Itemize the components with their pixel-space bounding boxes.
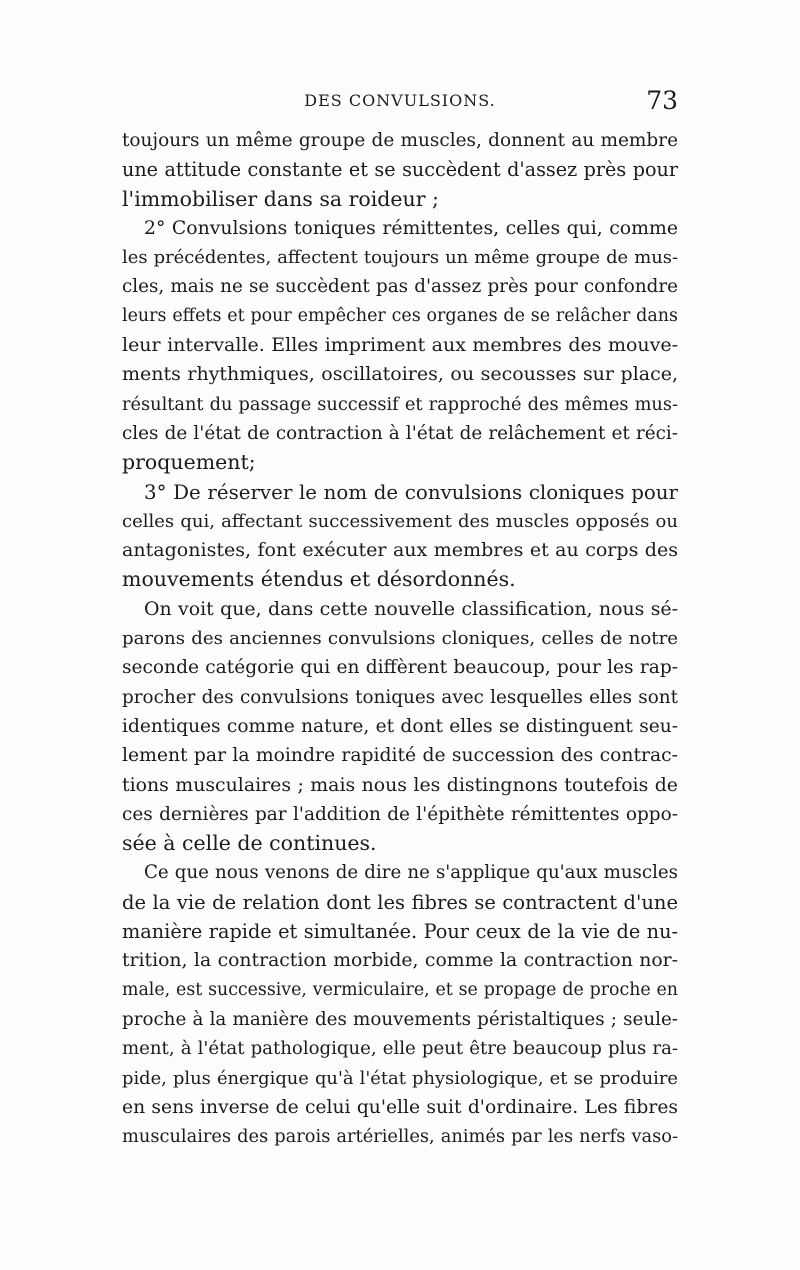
text-line: toujours un même groupe de muscles, donnent au membre <box>122 130 678 151</box>
text-line: sée à celle de continues. <box>122 831 377 856</box>
text-line: Ce que nous venons de dire ne s'applique qu'aux muscles <box>144 862 678 884</box>
text-line: proquement; <box>122 450 256 475</box>
text-line: une attitude constante et se succèdent d'assez près pour <box>122 158 678 182</box>
text-line: identiques comme nature, et dont elles se distinguent seu- <box>122 715 678 737</box>
text-line: musculaires des parois artérielles, animés par les nerfs vaso- <box>122 1126 678 1148</box>
paragraph <box>122 478 678 595</box>
paragraph <box>122 214 678 478</box>
text-line: celles qui, affectant successivement des muscles opposés ou <box>122 510 678 532</box>
text-line: 3° De réserver le nom de convulsions cloniques pour <box>144 480 678 504</box>
text-line: leur intervalle. Elles impriment aux membres des mouve- <box>122 334 678 357</box>
page-number: 73 <box>646 86 678 115</box>
text-line: en sens inverse de celui qu'elle suit d'ordinaire. Les fibres <box>122 1096 678 1118</box>
text-line: mouvements étendus et désordonnés. <box>122 567 516 592</box>
text-line: ment, à l'état pathologique, elle peut être beaucoup plus ra- <box>122 1038 678 1060</box>
paragraph <box>122 126 678 214</box>
text-line: procher des convulsions toniques avec lesquelles elles sont <box>122 686 678 708</box>
paragraph <box>122 858 678 1151</box>
text-line: lement par la moindre rapidité de succession des contrac- <box>122 745 678 767</box>
text-line: On voit que, dans cette nouvelle classification, nous sé- <box>144 597 678 620</box>
text-line: ces dernières par l'addition de l'épithète rémittentes oppo- <box>122 803 678 825</box>
text-line: ments rhythmiques, oscillatoires, ou secousses sur place, <box>122 363 678 386</box>
text-line: cles de l'état de contraction à l'état de relâchement et réci- <box>122 422 678 444</box>
text-line: antagonistes, font exécuter aux membres et au corps des <box>122 539 678 562</box>
text-line: de la vie de relation dont les fibres se contractent d'une <box>122 890 678 914</box>
text-line: pide, plus énergique qu'à l'état physiologique, et se produire <box>122 1067 678 1089</box>
running-title: DES CONVULSIONS. <box>304 91 496 110</box>
text-line: seconde catégorie qui en diffèrent beaucoup, pour les rap- <box>122 657 678 679</box>
text-line: male, est successive, vermiculaire, et se propage de proche en <box>122 979 678 1000</box>
text-line: les précédentes, affectent toujours un même groupe de mus- <box>122 247 678 269</box>
text-line: trition, la contraction morbide, comme la contraction nor- <box>122 950 678 972</box>
text-line: parons des anciennes convulsions cloniques, celles de notre <box>122 628 678 650</box>
text-line: cles, mais ne se succèdent pas d'assez près pour confondre <box>122 276 678 298</box>
text-line: l'immobiliser dans sa roideur ; <box>122 186 439 211</box>
text-line: manière rapide et simultanée. Pour ceux de la vie de nu- <box>122 920 678 944</box>
text-line: leurs effets et pour empêcher ces organes de se relâcher dans <box>122 305 678 326</box>
running-head <box>122 86 678 120</box>
text-line: proche à la manière des mouvements péristaltiques ; seule- <box>122 1008 678 1030</box>
text-line: résultant du passage successif et rapproché des mêmes mus- <box>122 393 678 415</box>
paragraph <box>122 595 678 859</box>
text-line: 2° Convulsions toniques rémittentes, celles qui, comme <box>144 217 678 239</box>
body-text <box>122 126 678 1151</box>
text-line: tions musculaires ; mais nous les distingnons toutefois de <box>122 773 678 796</box>
